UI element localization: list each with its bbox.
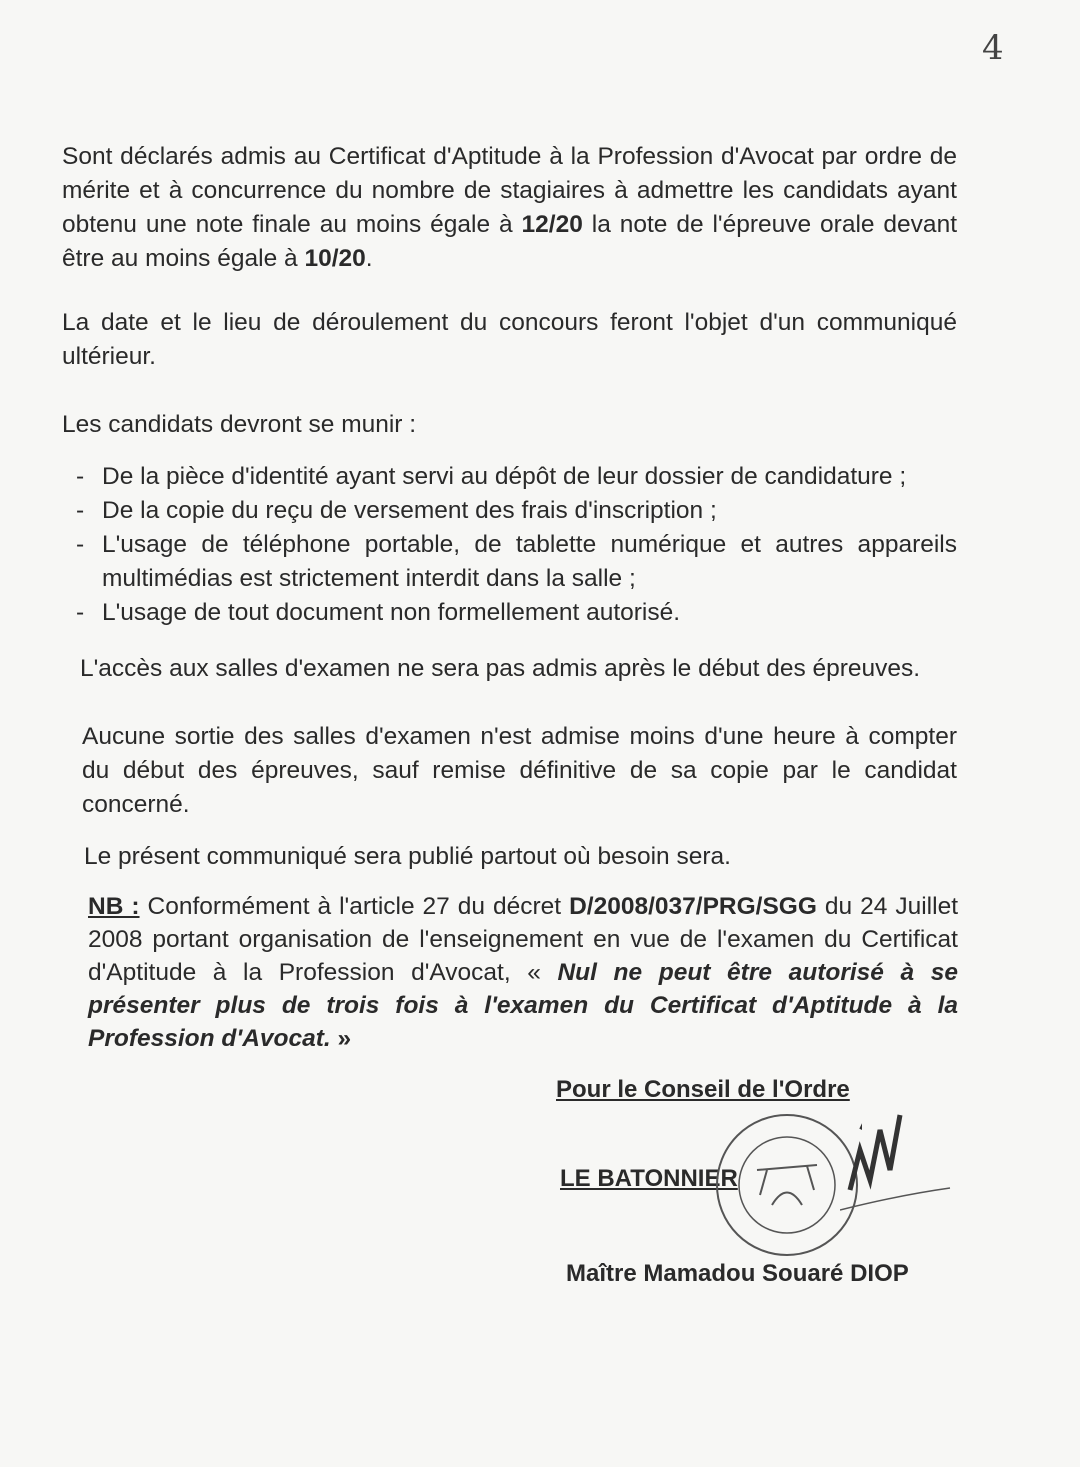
nb-paragraph: [88, 890, 958, 1055]
nb-text: Conformément à l'article 27 du décret: [139, 893, 570, 920]
nb-quote: Nul ne peut être autorisé à se présenter plus de trois fois à l'examen du Certificat d'Aptitude à la Profession d'Avocat.: [88, 959, 958, 1052]
admission-mid-text: la note de l'épreuve orale devant être au moins égale à: [62, 211, 957, 272]
date-paragraph: La date et le lieu de déroulement du concours feront l'objet d'un communiqué ultérieur.: [62, 309, 957, 370]
requirements-list: [72, 460, 957, 630]
batonnier-title: LE BATONNIER: [560, 1165, 738, 1192]
admission-paragraph: Sont déclarés admis au Certificat d'Aptitude à la Profession d'Avocat par ordre de mérite et à concurrence du nombre de stagiaires à admettre les candidats ayant obtenu une note finale au moins égale à 12/20 la note de l'épreuve orale devant être au moins égale à 10/20.: [62, 143, 957, 272]
pour-conseil: Pour le Conseil de l'Ordre: [556, 1076, 850, 1103]
list-item: - De la pièce d'identité ayant servi au dépôt de leur dossier de candidature ;: [72, 460, 957, 494]
list-item: - De la copie du reçu de versement des frais d'inscription ;: [72, 494, 957, 528]
page-number: 4: [982, 28, 1004, 68]
list-item: - L'usage de tout document non formellement autorisé.: [72, 596, 957, 630]
acces-paragraph: L'accès aux salles d'examen ne sera pas admis après le début des épreuves.: [80, 655, 921, 682]
nb-text-2: du 24 Juillet 2008 portant organisation de l'enseignement en vue de l'examen du Certificat d'Aptitude à la Profession d'Avocat, «: [88, 893, 958, 986]
sortie-paragraph: Aucune sortie des salles d'examen n'est admise moins d'une heure à compter du début des épreuves, sauf remise définitive de sa copie par le candidat concerné.: [82, 723, 957, 818]
list-item: - L'usage de téléphone portable, de tablette numérique et autres appareils multimédias est strictement interdit dans la salle ;: [72, 528, 957, 596]
publie-paragraph: Le présent communiqué sera publié partout où besoin sera.: [84, 843, 731, 870]
decree-ref: D/2008/037/PRG/SGG: [569, 893, 817, 920]
admission-text: Sont déclarés admis au Certificat d'Aptitude à la Profession d'Avocat par ordre de mérite et à concurrence du nombre de stagiaires à admettre les candidats ayant obtenu une note finale au moins égale à: [62, 143, 957, 238]
signature-scribble: [840, 1110, 1080, 1230]
munir-paragraph: Les candidats devront se munir :: [62, 411, 417, 438]
nb-label: NB :: [88, 893, 140, 920]
final-score: 12/20: [521, 211, 583, 238]
nb-close: »: [330, 1025, 352, 1052]
signatory-name: Maître Mamadou Souaré DIOP: [566, 1260, 909, 1287]
oral-score: 10/20: [304, 245, 366, 272]
